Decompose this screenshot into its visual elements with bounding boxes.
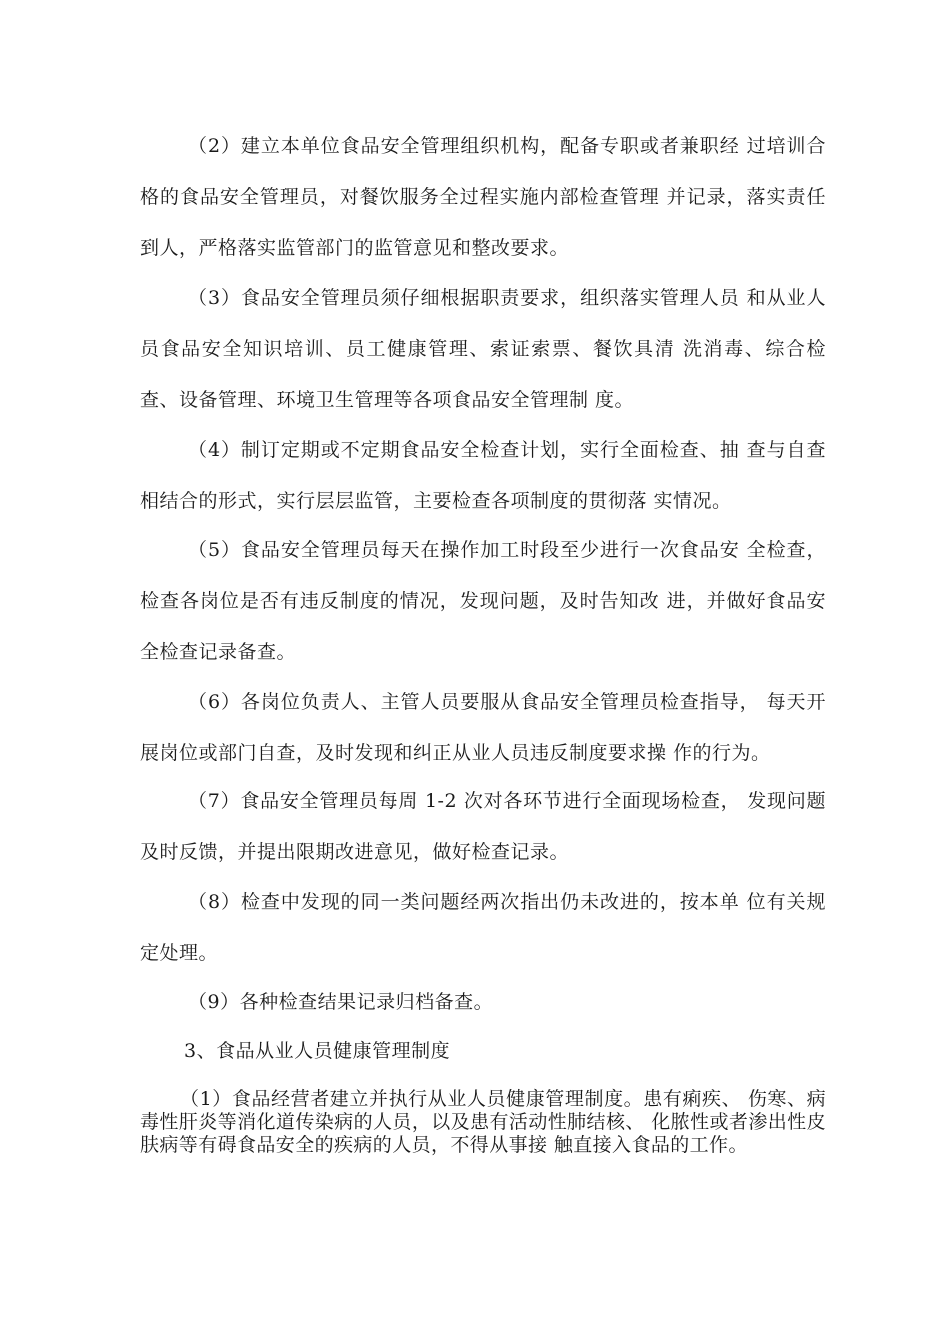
section-heading: 3、食品从业人员健康管理制度 xyxy=(184,1040,451,1062)
paragraph-4: （4）制订定期或不定期食品安全检查计划，实行全面检查、抽 查与自查相结合的形式，实行层层监管，主要检查各项制度的贯彻落 实情况。 xyxy=(140,439,826,512)
section-paragraph-1: （1）食品经营者建立并执行从业人员健康管理制度。患有痢疾、 伤寒、病毒性肝炎等消化道传染病的人员，以及患有活动性肺结核、 化脓性或者渗出性皮肤病等有碍食品安全的疾病的人员，不得从事接 触直接入食品的工作。 xyxy=(140,1088,826,1156)
paragraph-5: （5）食品安全管理员每天在操作加工时段至少进行一次食品安 全检查，检查各岗位是否有违反制度的情况，发现问题，及时告知改 进，并做好食品安全检查记录备查。 xyxy=(140,539,826,663)
paragraph-6: （6）各岗位负责人、主管人员要服从食品安全管理员检查指导， 每天开展岗位或部门自查，及时发现和纠正从业人员违反制度要求操 作的行为。 xyxy=(140,691,826,764)
paragraph-9: （9）各种检查结果记录归档备查。 xyxy=(188,991,494,1013)
paragraph-3: （3）食品安全管理员须仔细根据职责要求，组织落实管理人员 和从业人员食品安全知识培训、员工健康管理、索证索票、餐饮具清 洗消毒、综合检查、设备管理、环境卫生管理等各项食品安全管理制 度。 xyxy=(140,287,826,411)
paragraph-7: （7）食品安全管理员每周 1-2 次对各环节进行全面现场检查， 发现问题及时反馈，并提出限期改进意见，做好检查记录。 xyxy=(140,790,826,863)
paragraph-2: （2）建立本单位食品安全管理组织机构，配备专职或者兼职经 过培训合格的食品安全管理员，对餐饮服务全过程实施内部检查管理 并记录，落实责任到人，严格落实监管部门的监管意见和整改要求。 xyxy=(140,135,826,259)
paragraph-8: （8）检查中发现的同一类问题经两次指出仍未改进的，按本单 位有关规定处理。 xyxy=(140,891,826,964)
